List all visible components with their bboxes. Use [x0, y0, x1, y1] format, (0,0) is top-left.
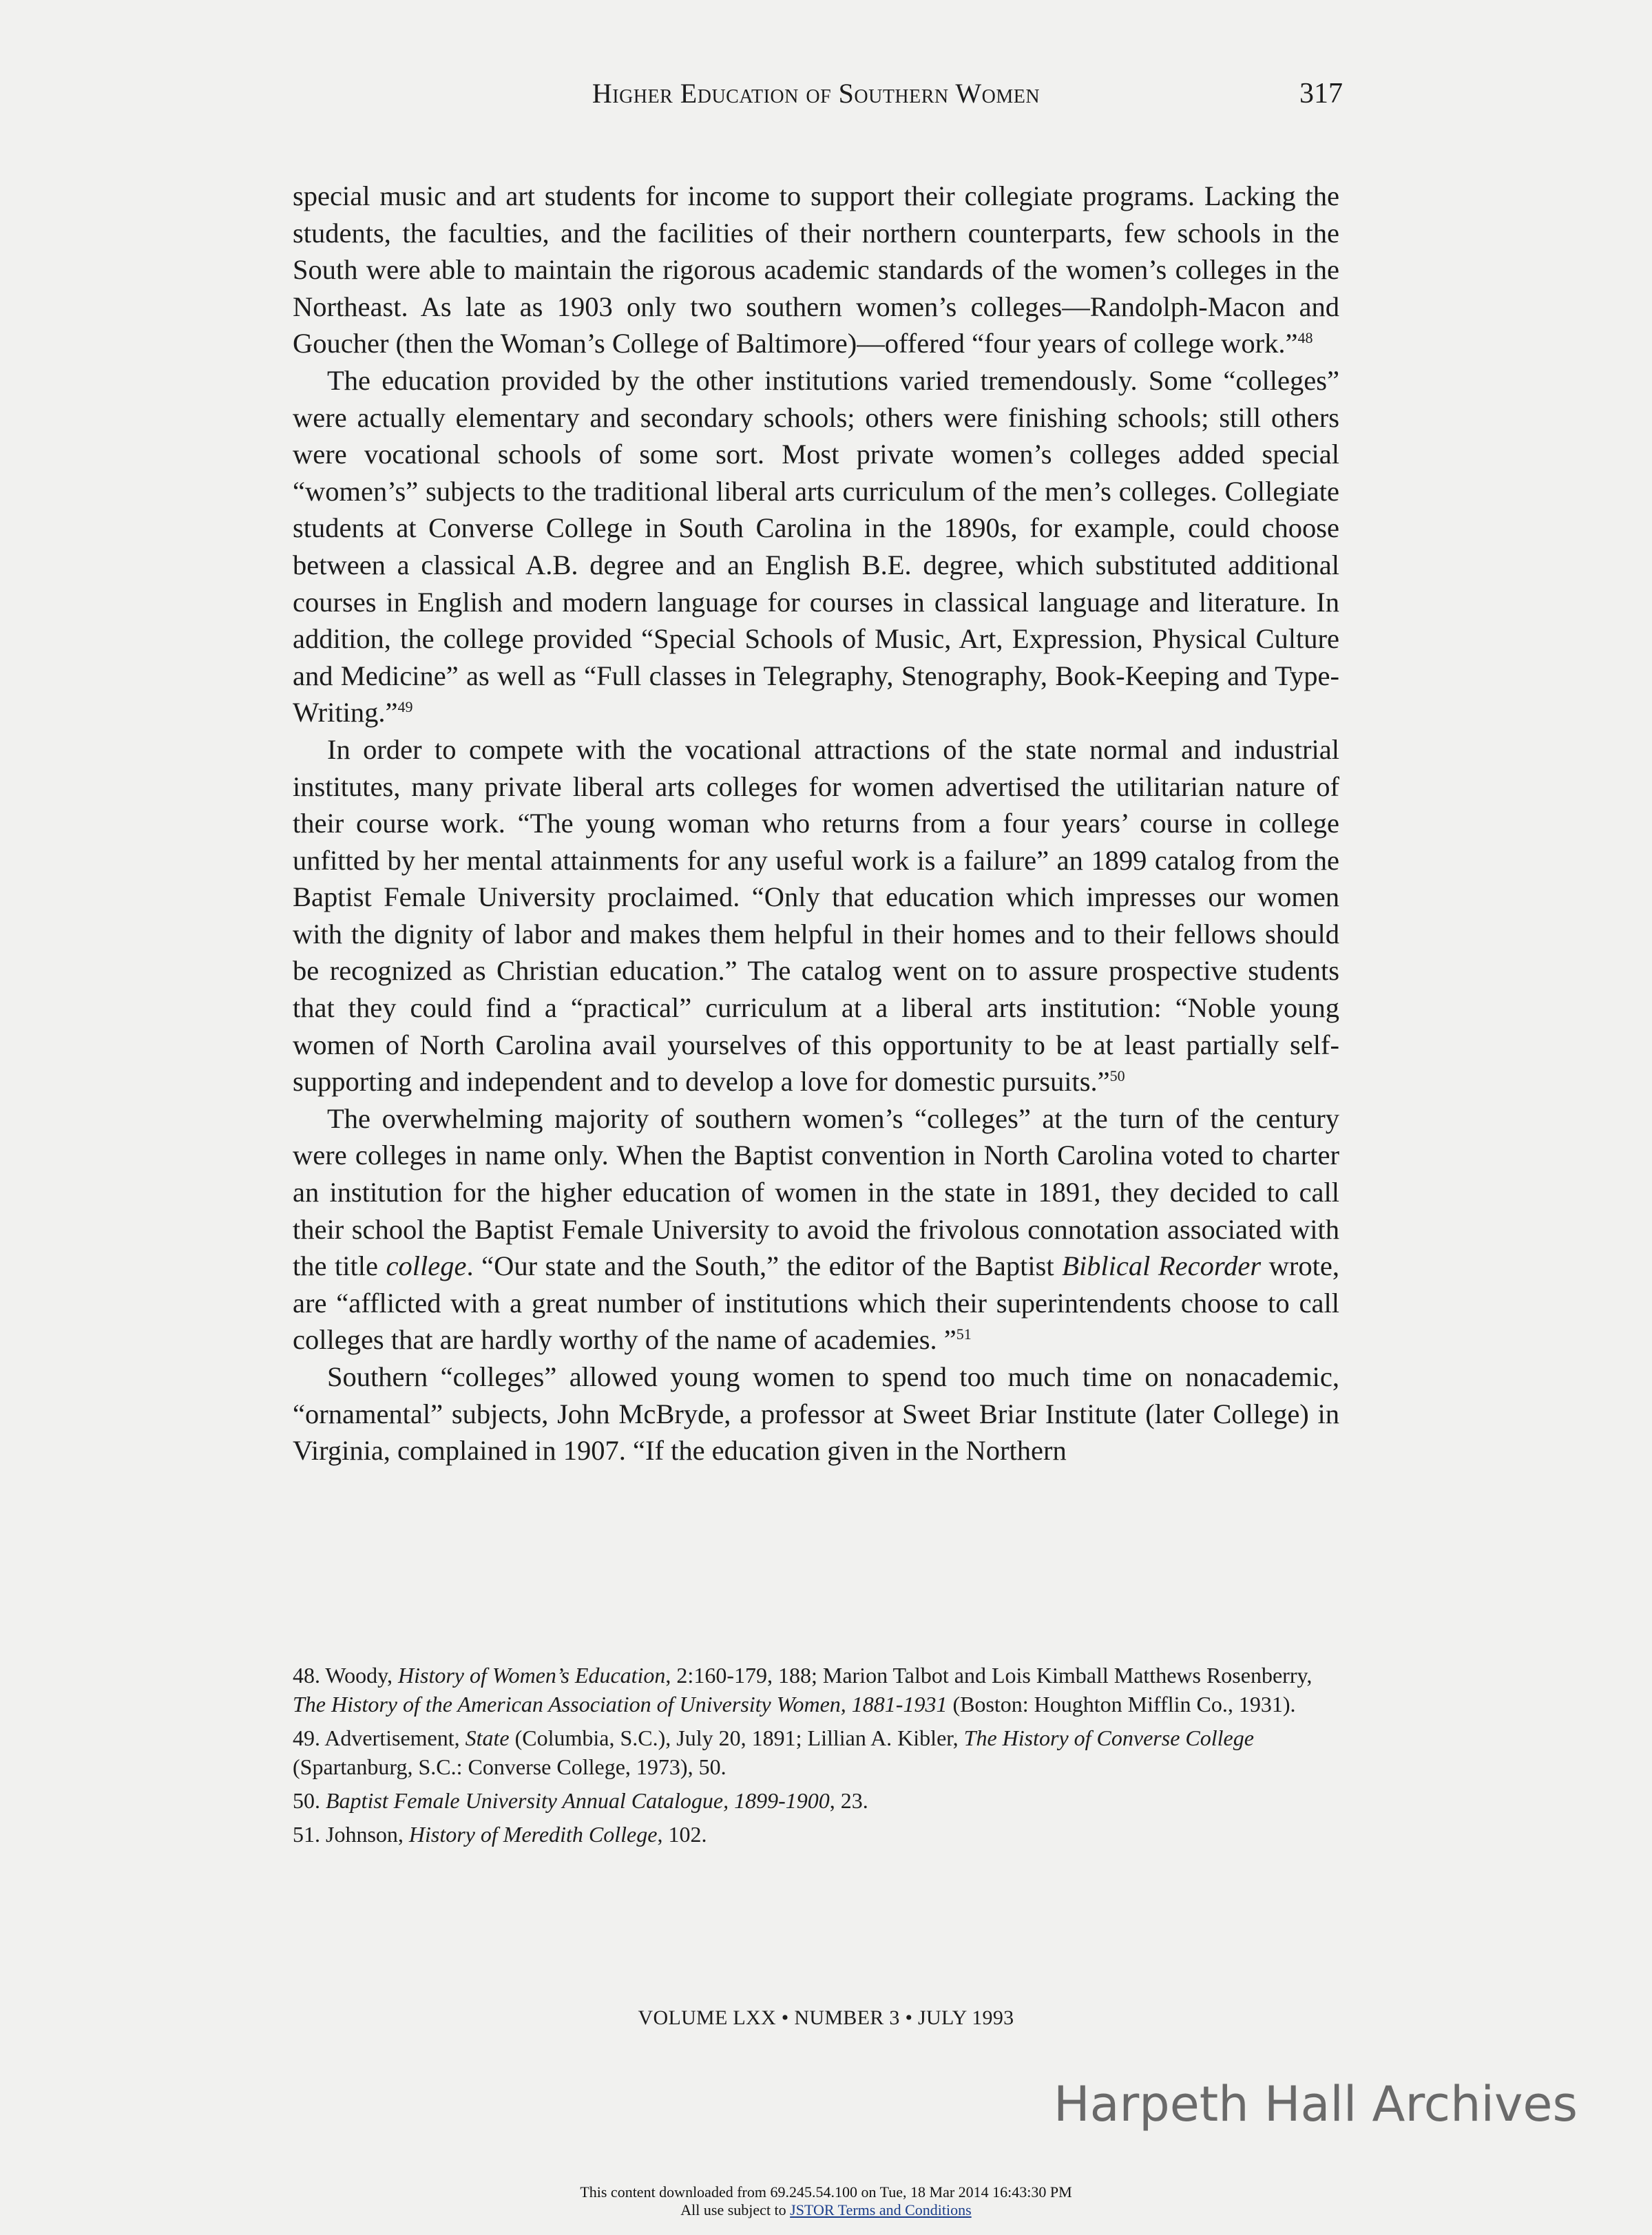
paragraph-text: Southern “colleges” allowed young women to spend too much time on nonacademic, “ornamental” subjects, John McBryde, a professor at Sweet Briar Institute (later College) in Virginia, complained in 1907. “If the education given in the Northern: [293, 1361, 1339, 1467]
page-header: [289, 77, 1343, 116]
footnote-51: [293, 1820, 1339, 1849]
footnote-ref-51: 51: [956, 1325, 972, 1343]
paragraph-2: [293, 362, 1339, 731]
footnote-text: 49. Advertisement,: [293, 1725, 466, 1750]
paragraph-1: [293, 178, 1339, 362]
footnote-text: , 23.: [829, 1788, 868, 1813]
paragraph-text: wrote, are “afflicted with a great number of institutions which their superintendents choose to call colleges that are hardly worthy of the name of academies. ”: [293, 1250, 1339, 1356]
cited-title: History of Women’s Education: [397, 1663, 666, 1688]
footnote-ref-49: 49: [397, 698, 413, 716]
article-body: [293, 178, 1339, 1469]
terms-line: [0, 2201, 1652, 2219]
cited-title: State: [465, 1725, 510, 1750]
running-title: Higher Education of Southern Women: [592, 78, 1041, 109]
footnote-text: 48. Woody,: [293, 1663, 398, 1688]
paragraph-text: In order to compete with the vocational attractions of the state normal and industrial institutes, many private liberal arts colleges for women advertised the utilitarian nature of their course work. “The young woman who returns from a four years’ course in college unfitted by her mental attainments for any useful work is a failure” an 1899 catalog from the Baptist Female University proclaimed. “Only that education which impresses our women with the dignity of labor and makes them helpful in their homes and to their fellows should be recognized as Christian education.” The catalog went on to assure prospective students that they could find a “practical” curriculum at a liberal arts institution: “Noble young women of North Carolina avail yourselves of this opportunity to be at least partially self-supporting and independent and to develop a love for domestic pursuits.”: [293, 733, 1339, 1098]
cited-title: The History of Converse College: [963, 1725, 1254, 1750]
italic-term: college: [386, 1250, 467, 1282]
terms-prefix: All use subject to: [680, 2201, 791, 2218]
issue-footer: VOLUME LXX • NUMBER 3 • JULY 1993: [638, 2006, 1014, 2029]
jstor-terms-link[interactable]: JSTOR Terms and Conditions: [790, 2201, 972, 2218]
cited-title: The History of the American Association of University Women, 1881-1931: [293, 1692, 948, 1717]
paragraph-text: special music and art students for income to support their collegiate programs. Lacking the students, the faculties, and the facilities of their northern counterparts, few schools in the South were able to maintain the rigorous academic standards of the women’s colleges in the Northeast. As late as 1903 only two southern women’s colleges—Randolph-Macon and Goucher (then the Woman’s College of Baltimore)—offered “four years of college work.”: [293, 180, 1339, 359]
footnote-ref-50: 50: [1109, 1067, 1125, 1085]
footnote-49: [293, 1723, 1339, 1781]
footnote-text: (Columbia, S.C.), July 20, 1891; Lillian A. Kibler,: [509, 1725, 964, 1750]
footnote-text: (Spartanburg, S.C.: Converse College, 1973), 50.: [293, 1754, 726, 1779]
footnote-48: [293, 1661, 1339, 1719]
paragraph-3: [293, 731, 1339, 1100]
footnote-text: 50.: [293, 1788, 326, 1813]
footnote-text: , 102.: [657, 1822, 707, 1847]
publication-title: Biblical Recorder: [1062, 1250, 1262, 1282]
footnote-text: 51. Johnson,: [293, 1822, 409, 1847]
paragraph-text: The overwhelming majority of southern women’s “colleges” at the turn of the century were colleges in name only. When the Baptist convention in North Carolina voted to charter an institution for the higher education of women in the state in 1891, they decided to call their school the Baptist Female University to avoid the frivolous connotation associated with the title: [293, 1102, 1339, 1282]
cited-title: History of Meredith College: [408, 1822, 658, 1847]
footnote-text: (Boston: Houghton Mifflin Co., 1931).: [947, 1692, 1296, 1717]
page-number: 317: [1299, 78, 1343, 109]
footnote-50: [293, 1786, 1339, 1815]
paragraph-text: . “Our state and the South,” the editor of the Baptist: [466, 1250, 1063, 1282]
paragraph-text: The education provided by the other institutions varied tremendously. Some “colleges” were actually elementary and secondary schools; others were finishing schools; still others were vocational schools of some sort. Most private women’s colleges added special “women’s” subjects to the traditional liberal arts curriculum of the men’s colleges. Collegiate students at Converse College in South Carolina in the 1890s, for example, could choose between a classical A.B. degree and an English B.E. degree, which substituted additional courses in English and modern language for courses in classical language and literature. In addition, the college provided “Special Schools of Music, Art, Expression, Physical Culture and Medicine” as well as “Full classes in Telegraphy, Stenography, Book-Keeping and Type-Writing.”: [293, 364, 1339, 728]
paragraph-4: [293, 1100, 1339, 1358]
footnote-ref-48: 48: [1297, 329, 1313, 347]
cited-title: Baptist Female University Annual Catalogue, 1899-1900: [326, 1788, 830, 1813]
paragraph-5: [293, 1358, 1339, 1469]
jstor-notice: [0, 2183, 1652, 2219]
archive-watermark: Harpeth Hall Archives: [1054, 2076, 1578, 2132]
download-info: This content downloaded from 69.245.54.100 on Tue, 18 Mar 2014 16:43:30 PM: [580, 2183, 1072, 2201]
footnotes: [293, 1661, 1339, 1854]
footnote-text: , 2:160-179, 188; Marion Talbot and Lois Kimball Matthews Rosenberry,: [665, 1663, 1313, 1688]
